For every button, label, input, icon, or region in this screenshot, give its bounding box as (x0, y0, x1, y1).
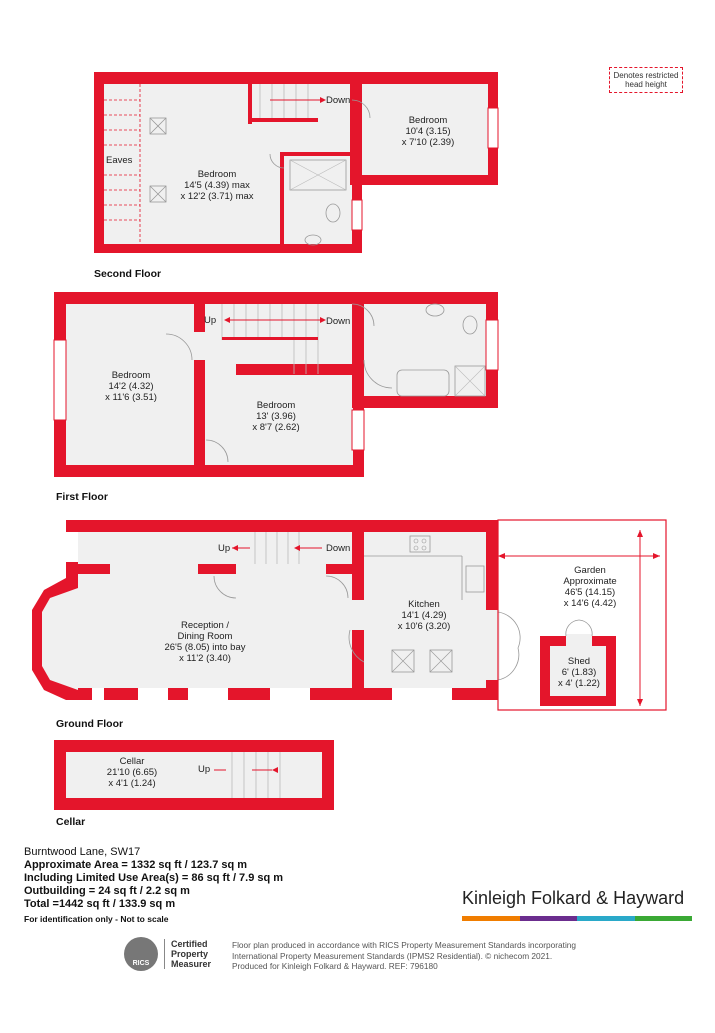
room-dim-1: 26'5 (8.05) into bay (164, 642, 246, 653)
room-name: Bedroom (197, 169, 237, 180)
restricted-height-legend (609, 67, 683, 93)
brand-bar-purple (520, 916, 578, 921)
disclaimer-line-2: International Property Measurement Standards (IPMS2 Residential). © nichecom 2021. (232, 950, 553, 961)
room-dim-1: 13' (3.96) (256, 411, 296, 422)
ground-floor-down-label: Down (326, 543, 351, 554)
disclaimer-line-3: Produced for Kinleigh Folkard & Hayward. REF: 796180 (232, 961, 438, 971)
garden (545, 565, 635, 609)
room-name-2: Approximate (563, 576, 617, 587)
room-name: Bedroom (256, 400, 296, 411)
first-floor-up-label: Up (204, 315, 217, 326)
second-floor-bedroom-main (172, 169, 262, 202)
room-name-2: Dining Room (177, 631, 233, 642)
room-name: Bedroom (111, 370, 151, 381)
total-area: Total =1442 sq ft / 133.9 sq m (24, 898, 176, 910)
disclaimer-line-1: Floor plan produced in accordance with RICS Property Measurement Standards incorporating (232, 940, 577, 950)
reception-dining-room (150, 620, 260, 664)
first-floor-bedroom-left (86, 370, 176, 403)
room-dim-2: x 14'6 (4.42) (563, 598, 617, 609)
first-floor-bedroom-mid (236, 400, 316, 433)
ground-floor-up-label: Up (218, 543, 231, 554)
eaves-label: Eaves (106, 155, 133, 166)
room-dim-1: 21'10 (6.65) (106, 767, 158, 778)
room-dim-2: x 11'6 (3.51) (105, 392, 157, 403)
second-floor-title: Second Floor (94, 268, 162, 280)
legend-line-2: head height (625, 80, 667, 89)
room-dim-2: x 8'7 (2.62) (252, 422, 300, 433)
room-name: Bedroom (408, 115, 448, 126)
approximate-area: Approximate Area = 1332 sq ft / 123.7 sq m (24, 859, 248, 871)
rics-label (164, 939, 211, 969)
room-name: Garden (574, 565, 606, 576)
room-dim-1: 14'1 (4.29) (401, 610, 447, 621)
room-dim-1: 10'4 (3.15) (405, 126, 451, 137)
kitchen (384, 599, 464, 632)
brand-bar-teal (577, 916, 635, 921)
first-floor-down-label: Down (326, 316, 351, 327)
brand-bar-green (635, 916, 693, 921)
room-dim-1: 14'5 (4.39) max (184, 180, 250, 191)
property-address: Burntwood Lane, SW17 (24, 846, 141, 858)
scale-note: For identification only - Not to scale (24, 914, 169, 924)
rics-line-3: Measurer (171, 959, 212, 969)
brand-bar-orange (462, 916, 520, 921)
ground-floor-title: Ground Floor (56, 718, 124, 730)
second-floor-down-label: Down (326, 95, 351, 106)
disclaimer (232, 940, 592, 972)
room-dim-1: 6' (1.83) (561, 667, 597, 678)
room-name: Cellar (119, 756, 145, 767)
agent-brand-name: Kinleigh Folkard & Hayward (462, 888, 685, 908)
rics-logo-icon (124, 937, 158, 971)
rics-certification (124, 937, 211, 971)
room-dim-2: x 10'6 (3.20) (397, 621, 451, 632)
second-floor-bedroom-small (388, 115, 468, 148)
room-name: Kitchen (408, 599, 440, 610)
room-dim-1: 14'2 (4.32) (108, 381, 154, 392)
outbuilding-area: Outbuilding = 24 sq ft / 2.2 sq m (24, 885, 190, 897)
room-name: Shed (567, 656, 591, 667)
cellar-up-label: Up (198, 764, 211, 775)
room-dim-2: x 7'10 (2.39) (401, 137, 455, 148)
room-name: Reception / (180, 620, 230, 631)
limited-use-area: Including Limited Use Area(s) = 86 sq ft / 7.9 sq m (24, 872, 284, 884)
area-summary (24, 846, 283, 926)
room-dim-1: 46'5 (14.15) (564, 587, 616, 598)
cellar-room (94, 756, 170, 789)
room-dim-2: x 4' (1.22) (558, 678, 600, 689)
rics-badge-text: RICS (132, 960, 150, 967)
cellar-title: Cellar (56, 816, 86, 828)
brand-color-bar (462, 916, 692, 921)
rics-line-1: Certified (171, 939, 208, 949)
room-dim-2: x 11'2 (3.40) (179, 653, 231, 664)
shed (552, 656, 606, 689)
second-floor-plan (94, 72, 498, 253)
legend-line-1: Denotes restricted (613, 71, 679, 80)
room-dim-2: x 12'2 (3.71) max (180, 191, 254, 202)
first-floor-title: First Floor (56, 491, 108, 503)
rics-line-2: Property (171, 949, 209, 959)
room-dim-2: x 4'1 (1.24) (108, 778, 156, 789)
